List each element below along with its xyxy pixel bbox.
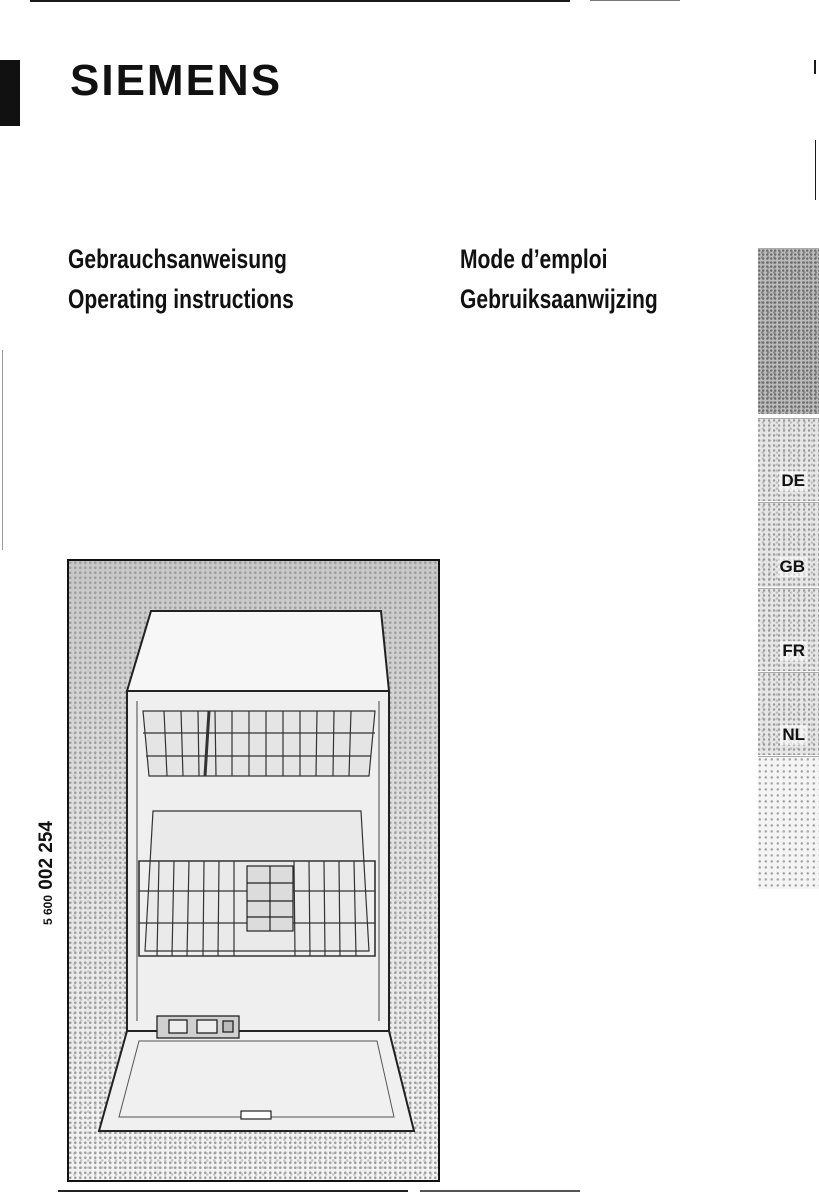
language-tab-de[interactable] <box>758 418 819 501</box>
dishwasher-photo <box>67 559 440 1182</box>
title-german: Gebrauchsanweisung <box>68 244 287 274</box>
dishwasher-illustration <box>69 561 440 1182</box>
language-tab-gb[interactable] <box>758 502 819 587</box>
title-dutch: Gebruiksaanwijzing <box>460 284 658 314</box>
language-tab-nl[interactable] <box>758 672 819 755</box>
cutlery-basket <box>247 866 293 931</box>
right-edge-mark <box>814 60 816 74</box>
left-edge-line <box>2 350 3 550</box>
tab-top-shaded <box>758 248 819 414</box>
document-number <box>36 821 58 925</box>
tab-label-gb: GB <box>779 557 805 576</box>
document-number-prefix: 5 600 <box>41 894 55 925</box>
tab-label-nl: NL <box>782 725 805 744</box>
title-english: Operating instructions <box>68 284 294 314</box>
language-tab-fr[interactable] <box>758 588 819 671</box>
right-edge-line <box>815 140 816 200</box>
bottom-rule <box>58 1190 408 1192</box>
document-number-main: 002 254 <box>36 821 57 890</box>
tab-label-fr: FR <box>782 641 805 660</box>
title-french: Mode d’emploi <box>460 244 608 274</box>
tab-label-de: DE <box>781 471 805 490</box>
tab-bottom-fade <box>758 756 819 889</box>
bottom-rule-2 <box>420 1190 580 1192</box>
top-edge-mark <box>30 0 570 2</box>
dishwasher-worktop <box>127 611 389 691</box>
detergent-dispenser <box>157 1016 239 1038</box>
upper-rack <box>143 711 375 776</box>
left-black-bar <box>0 60 20 126</box>
top-edge-mark-right <box>590 0 680 1</box>
brand-logo: SIEMENS <box>70 56 283 105</box>
language-tab-strip <box>758 248 819 888</box>
door-handle <box>241 1111 271 1119</box>
